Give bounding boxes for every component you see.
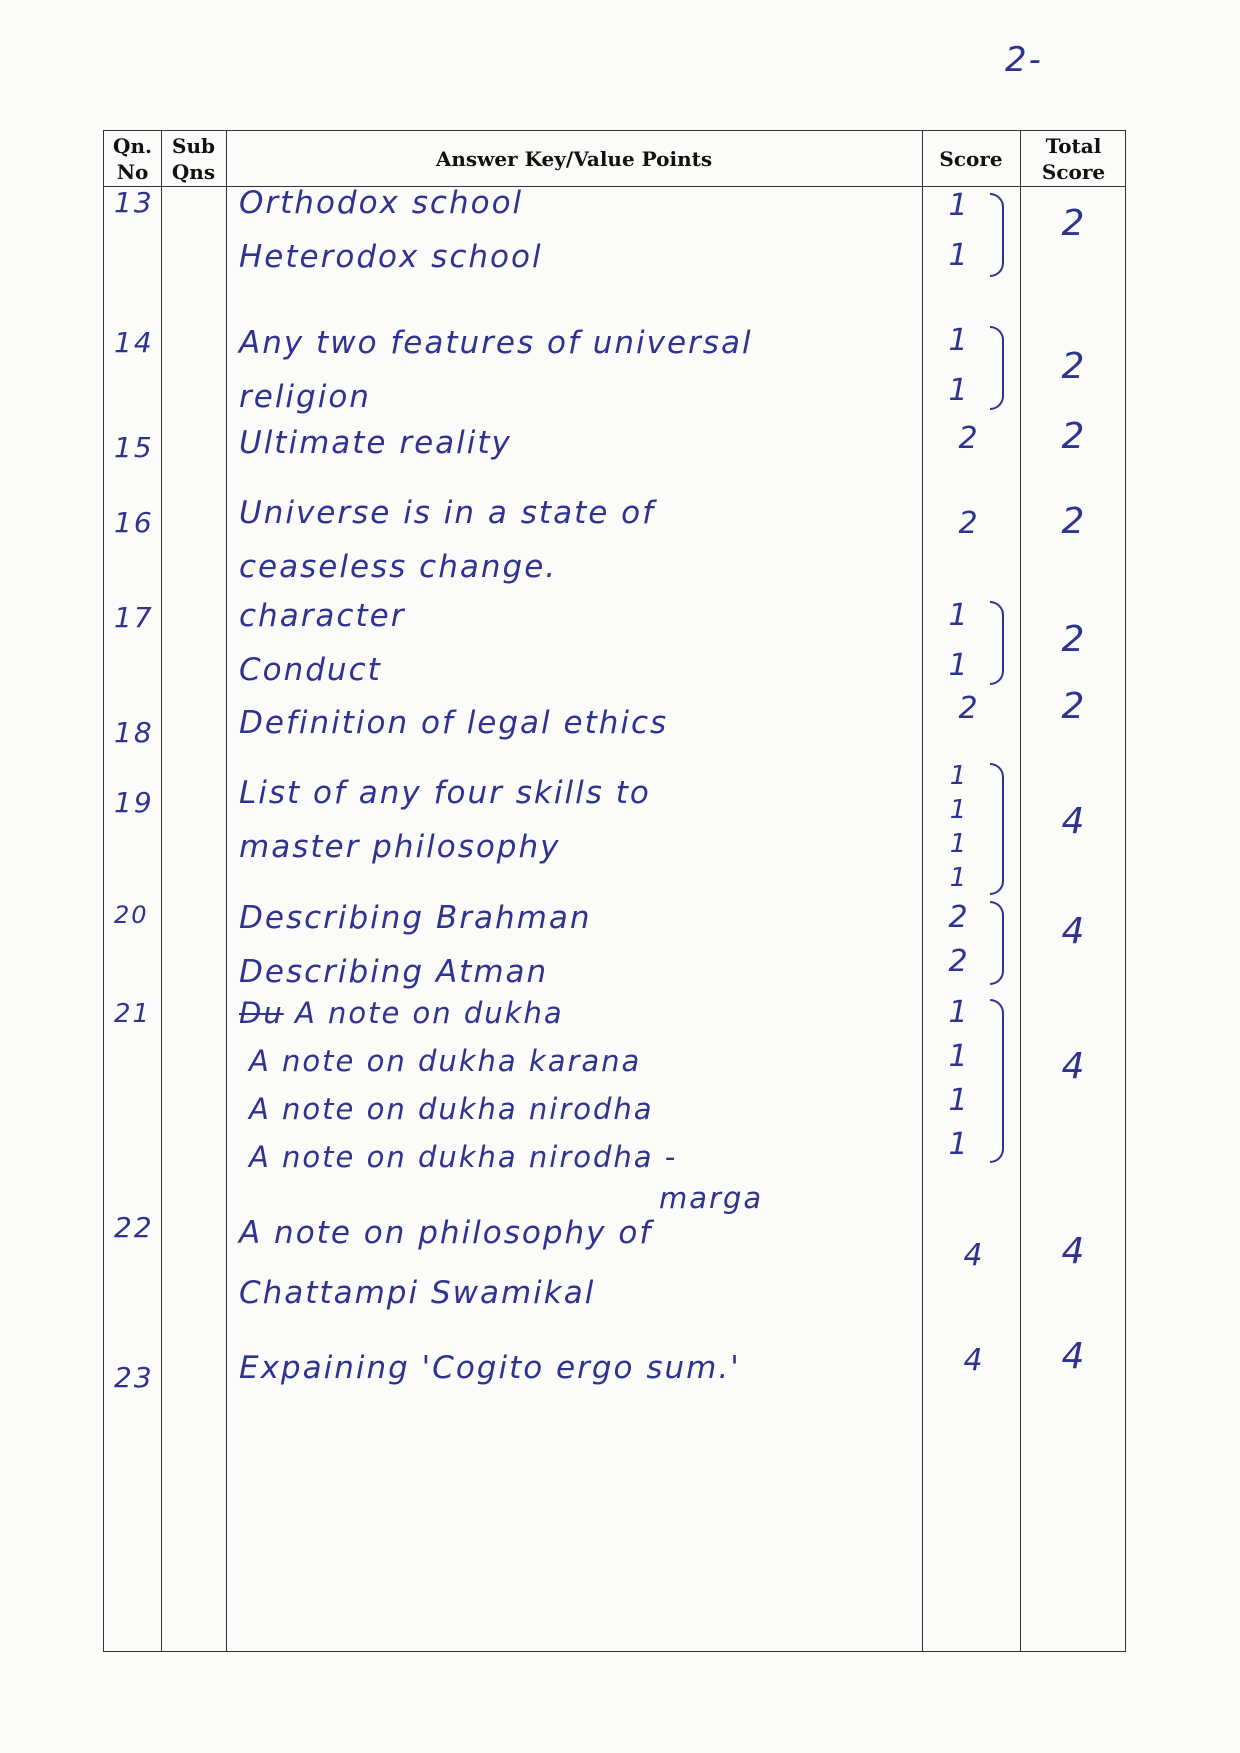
answer-point: A note on philosophy of Chattampi Swamikal: [239, 1215, 653, 1311]
header-total-score: Total Score: [1041, 133, 1106, 184]
score: 2: [958, 421, 980, 456]
answer-key-table: [103, 130, 1126, 1652]
question-number: 13: [114, 186, 154, 219]
total-score: 2: [1061, 619, 1087, 660]
answer-point: List of any four skills to master philosophy: [239, 775, 651, 865]
column-divider: [922, 131, 923, 1651]
total-score: 2: [1061, 416, 1087, 457]
page-number: 2-: [1005, 40, 1043, 80]
total-score: 4: [1061, 1231, 1087, 1272]
answer-point: Orthodox school Heterodox school: [239, 185, 543, 275]
score: 2: [958, 691, 980, 726]
header-answer-key: Answer Key/Value Points: [435, 146, 713, 171]
header-qn-no: Qn. No: [113, 133, 152, 184]
header-score: Score: [939, 146, 1003, 171]
score: 4: [963, 1238, 985, 1273]
total-score: 4: [1061, 911, 1087, 952]
question-number: 14: [114, 326, 154, 359]
total-score: 4: [1061, 1046, 1087, 1087]
brace: [990, 326, 1004, 410]
answer-point: Expaining 'Cogito ergo sum.': [239, 1350, 741, 1386]
answer-point: Any two features of universal religion: [239, 325, 753, 415]
score: 2: [958, 506, 980, 541]
struck-text: Du: [239, 996, 284, 1030]
total-score: 4: [1061, 801, 1087, 842]
brace: [990, 193, 1004, 277]
question-number: 23: [114, 1361, 154, 1394]
answer-point: character Conduct: [239, 598, 406, 688]
column-divider: [226, 131, 227, 1651]
column-divider: [161, 131, 162, 1651]
question-number: 21: [114, 999, 152, 1029]
total-score: 2: [1061, 686, 1087, 727]
brace: [990, 763, 1004, 895]
total-score: 4: [1061, 1336, 1087, 1377]
score: 1 1 1 1: [948, 995, 970, 1162]
score: 2 2: [948, 900, 970, 979]
answer-point: Du A note on dukha A note on dukha karana A note on dukha nirodha A note on dukha nirodha - marga: [239, 996, 764, 1215]
header-sub-qns: Sub Qns: [171, 133, 216, 184]
brace: [990, 601, 1004, 685]
score: 1 1: [948, 323, 970, 408]
answer-point: Definition of legal ethics: [239, 705, 669, 741]
brace: [990, 999, 1004, 1163]
score: 1 1 1 1: [949, 761, 969, 893]
score: 4: [963, 1343, 985, 1378]
question-number: 22: [114, 1211, 154, 1244]
answer-point: Describing Brahman Describing Atman: [239, 900, 592, 990]
brace: [990, 901, 1004, 985]
answer-point: Universe is in a state of ceaseless change.: [239, 495, 656, 585]
total-score: 2: [1061, 501, 1087, 542]
question-number: 16: [114, 506, 154, 539]
question-number: 15: [114, 431, 154, 464]
column-divider: [1020, 131, 1021, 1651]
question-number: 20: [114, 901, 149, 929]
question-number: 18: [114, 716, 154, 749]
score: 1 1: [948, 188, 970, 273]
total-score: 2: [1061, 203, 1087, 244]
answer-point: Ultimate reality: [239, 425, 512, 461]
question-number: 19: [114, 786, 154, 819]
score: 1 1: [948, 598, 970, 683]
total-score: 2: [1061, 346, 1087, 387]
question-number: 17: [114, 601, 154, 634]
